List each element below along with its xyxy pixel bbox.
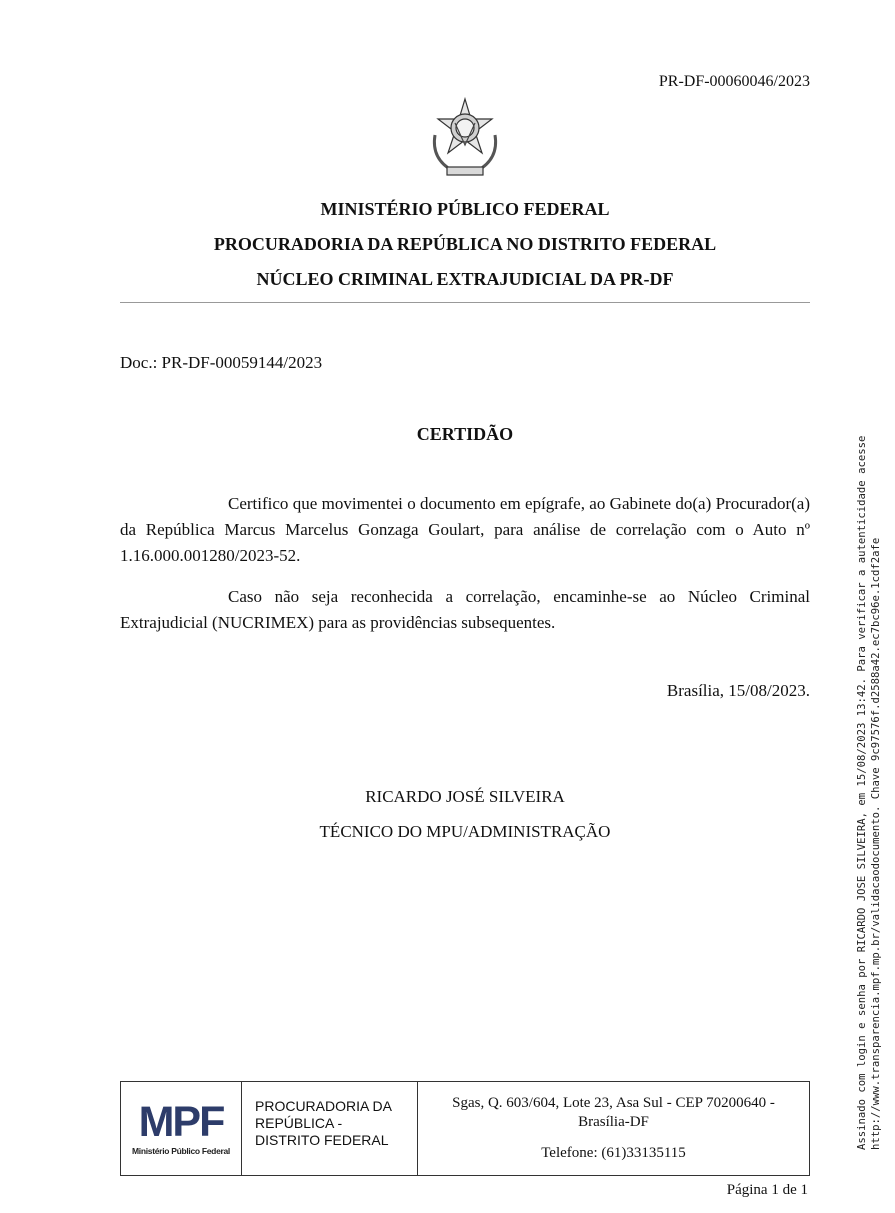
header-procuradoria: PROCURADORIA DA REPÚBLICA NO DISTRITO FEDERAL <box>213 234 717 254</box>
body-paragraph-1: Certifico que movimentei o documento em epígrafe, ao Gabinete do(a) Procurador(a) da República Marcus Marcelus Gonzaga Goulart, para análise de correlação com o Auto nº 1.16.000.001280/2023-52. <box>120 494 810 565</box>
mpf-logo-word: MPF <box>138 1097 224 1146</box>
footer-phone: Telefone: (61)33135115 <box>541 1145 686 1161</box>
header-divider <box>120 302 810 303</box>
header-ministry: MINISTÉRIO PÚBLICO FEDERAL <box>320 199 610 219</box>
footer-organization <box>242 1082 418 1175</box>
footer-address-line-1: Sgas, Q. 603/604, Lote 23, Asa Sul - CEP 70200640 - <box>452 1095 775 1111</box>
auth-note-line-2: http://www.transparencia.mpf.mp.br/validacaodocumento. Chave 9c97576f.d2588a42.ec7bc96e.1cdf2afe <box>870 537 882 1150</box>
page-count: Página 1 de 1 <box>726 1182 808 1198</box>
footer-org-line-1: PROCURADORIA DA <box>255 1098 392 1114</box>
coat-of-arms-icon <box>425 95 505 185</box>
body-paragraph-2: Caso não seja reconhecida a correlação, encaminhe-se ao Núcleo Criminal Extrajudicial (NUCRIMEX) para as providências subsequentes. <box>120 587 810 632</box>
header-nucleo: NÚCLEO CRIMINAL EXTRAJUDICIAL DA PR-DF <box>256 269 674 289</box>
signature-authentication-note <box>855 290 883 1150</box>
auth-note-line-1: Assinado com login e senha por RICARDO JOSE SILVEIRA, em 15/08/2023 13:42. Para verificar a autenticidade acesse <box>856 435 868 1150</box>
signer-role: TÉCNICO DO MPU/ADMINISTRAÇÃO <box>319 822 611 841</box>
certificate-title: CERTIDÃO <box>416 424 514 444</box>
footer-box <box>120 1081 810 1176</box>
footer-address <box>418 1082 809 1175</box>
mpf-logo-subtitle: Ministério Público Federal <box>132 1145 230 1156</box>
doc-reference: Doc.: PR-DF-00059144/2023 <box>120 353 323 372</box>
date-line: Brasília, 15/08/2023. <box>666 681 810 700</box>
signer-name: RICARDO JOSÉ SILVEIRA <box>365 787 565 806</box>
document-number: PR-DF-00060046/2023 <box>658 73 810 90</box>
footer-org-line-2: REPÚBLICA - <box>255 1115 343 1131</box>
footer-address-line-2: Brasília-DF <box>578 1114 649 1130</box>
footer-org-line-3: DISTRITO FEDERAL <box>255 1132 389 1148</box>
mpf-logo <box>121 1082 242 1175</box>
